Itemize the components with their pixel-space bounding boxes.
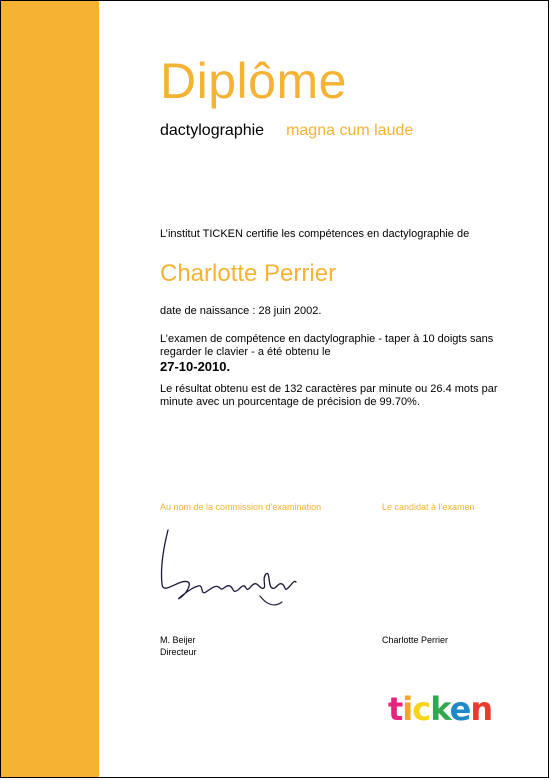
logo-letter: i: [402, 690, 413, 726]
signature-image: [150, 526, 300, 612]
logo-letter: e: [449, 690, 471, 726]
result-description: Le résultat obtenu est de 132 caractères par minute ou 26.4 mots par minute avec un pourcentage de précision de 99.70%.: [160, 383, 498, 408]
candidate-signature-name: Charlotte Perrier: [382, 635, 449, 645]
certification-intro: L’institut TICKEN certifie les compétences en dactylographie de: [160, 228, 470, 240]
diploma-title: Diplôme: [160, 53, 347, 109]
subject-label: dactylographie: [160, 122, 265, 139]
diploma-subtitle: [160, 123, 413, 139]
candidate-block: [382, 634, 448, 646]
logo-letter: n: [470, 690, 493, 726]
candidate-name: Charlotte Perrier: [160, 260, 337, 287]
signer-role: Directeur: [160, 647, 197, 657]
exam-description: L’examen de compétence en dactylographie - taper à 10 doigts sans regarder le clavier - a été obtenu le: [160, 333, 494, 358]
honor-label: magna cum laude: [286, 122, 414, 139]
ticken-logo: [386, 690, 506, 726]
commission-label: Au nom de la commission d’examination: [160, 502, 322, 512]
logo-letter: c: [412, 690, 431, 726]
candidate-label: Le candidat à l’examen: [382, 502, 475, 512]
side-stripe: [1, 1, 99, 777]
svg-text:ticken: [388, 690, 492, 726]
logo-letter: k: [430, 690, 450, 726]
signer-block: [160, 634, 197, 658]
logo-letter: t: [388, 690, 403, 726]
exam-date: 27-10-2010.: [160, 359, 231, 374]
birth-date-line: date de naissance : 28 juin 2002.: [160, 305, 322, 317]
signer-name: M. Beijer: [160, 635, 196, 645]
